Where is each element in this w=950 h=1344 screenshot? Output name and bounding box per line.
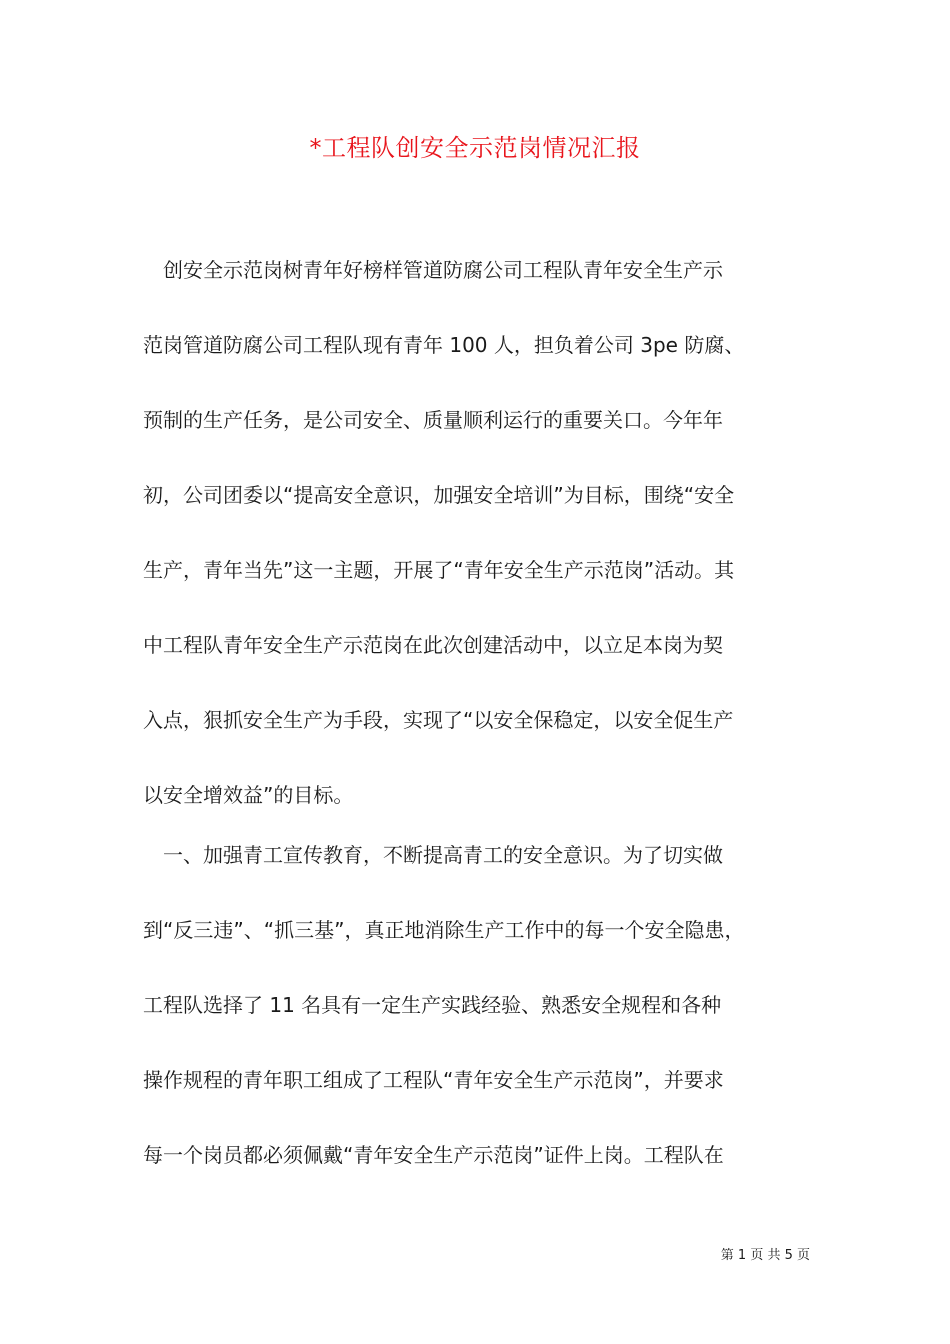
page-number-footer: 第 1 页 共 5 页 xyxy=(720,1248,810,1263)
body-line-5: 生产，青年当先”这一主题，开展了“青年安全生产示范岗”活动。其 xyxy=(143,558,735,582)
body-line-7: 入点，狠抓安全生产为手段，实现了“以安全保稳定，以安全促生产 xyxy=(143,708,734,732)
body-line-8: 以安全增效益”的目标。 xyxy=(143,783,354,807)
body-line-6: 中工程队青年安全生产示范岗在此次创建活动中，以立足本岗为契 xyxy=(143,633,723,657)
body-line-2: 范岗管道防腐公司工程队现有青年 100 人，担负着公司 3pe 防腐、 xyxy=(143,333,745,357)
document-title: *工程队创安全示范岗情况汇报 xyxy=(309,134,641,162)
body-line-13: 每一个岗员都必须佩戴“青年安全生产示范岗”证件上岗。工程队在 xyxy=(143,1143,724,1167)
body-line-10: 到“反三违”、“抓三基”，真正地消除生产工作中的每一个安全隐患， xyxy=(143,918,745,942)
body-line-11: 工程队选择了 11 名具有一定生产实践经验、熟悉安全规程和各种 xyxy=(143,993,722,1017)
body-line-12: 操作规程的青年职工组成了工程队“青年安全生产示范岗”，并要求 xyxy=(143,1068,724,1092)
body-line-4: 初，公司团委以“提高安全意识，加强安全培训”为目标，围绕“安全 xyxy=(143,483,735,507)
body-line-1: 创安全示范岗树青年好榜样管道防腐公司工程队青年安全生产示 xyxy=(143,258,723,282)
body-line-3: 预制的生产任务，是公司安全、质量顺利运行的重要关口。今年年 xyxy=(143,408,723,432)
body-line-9: 一、加强青工宣传教育，不断提高青工的安全意识。为了切实做 xyxy=(143,843,723,867)
